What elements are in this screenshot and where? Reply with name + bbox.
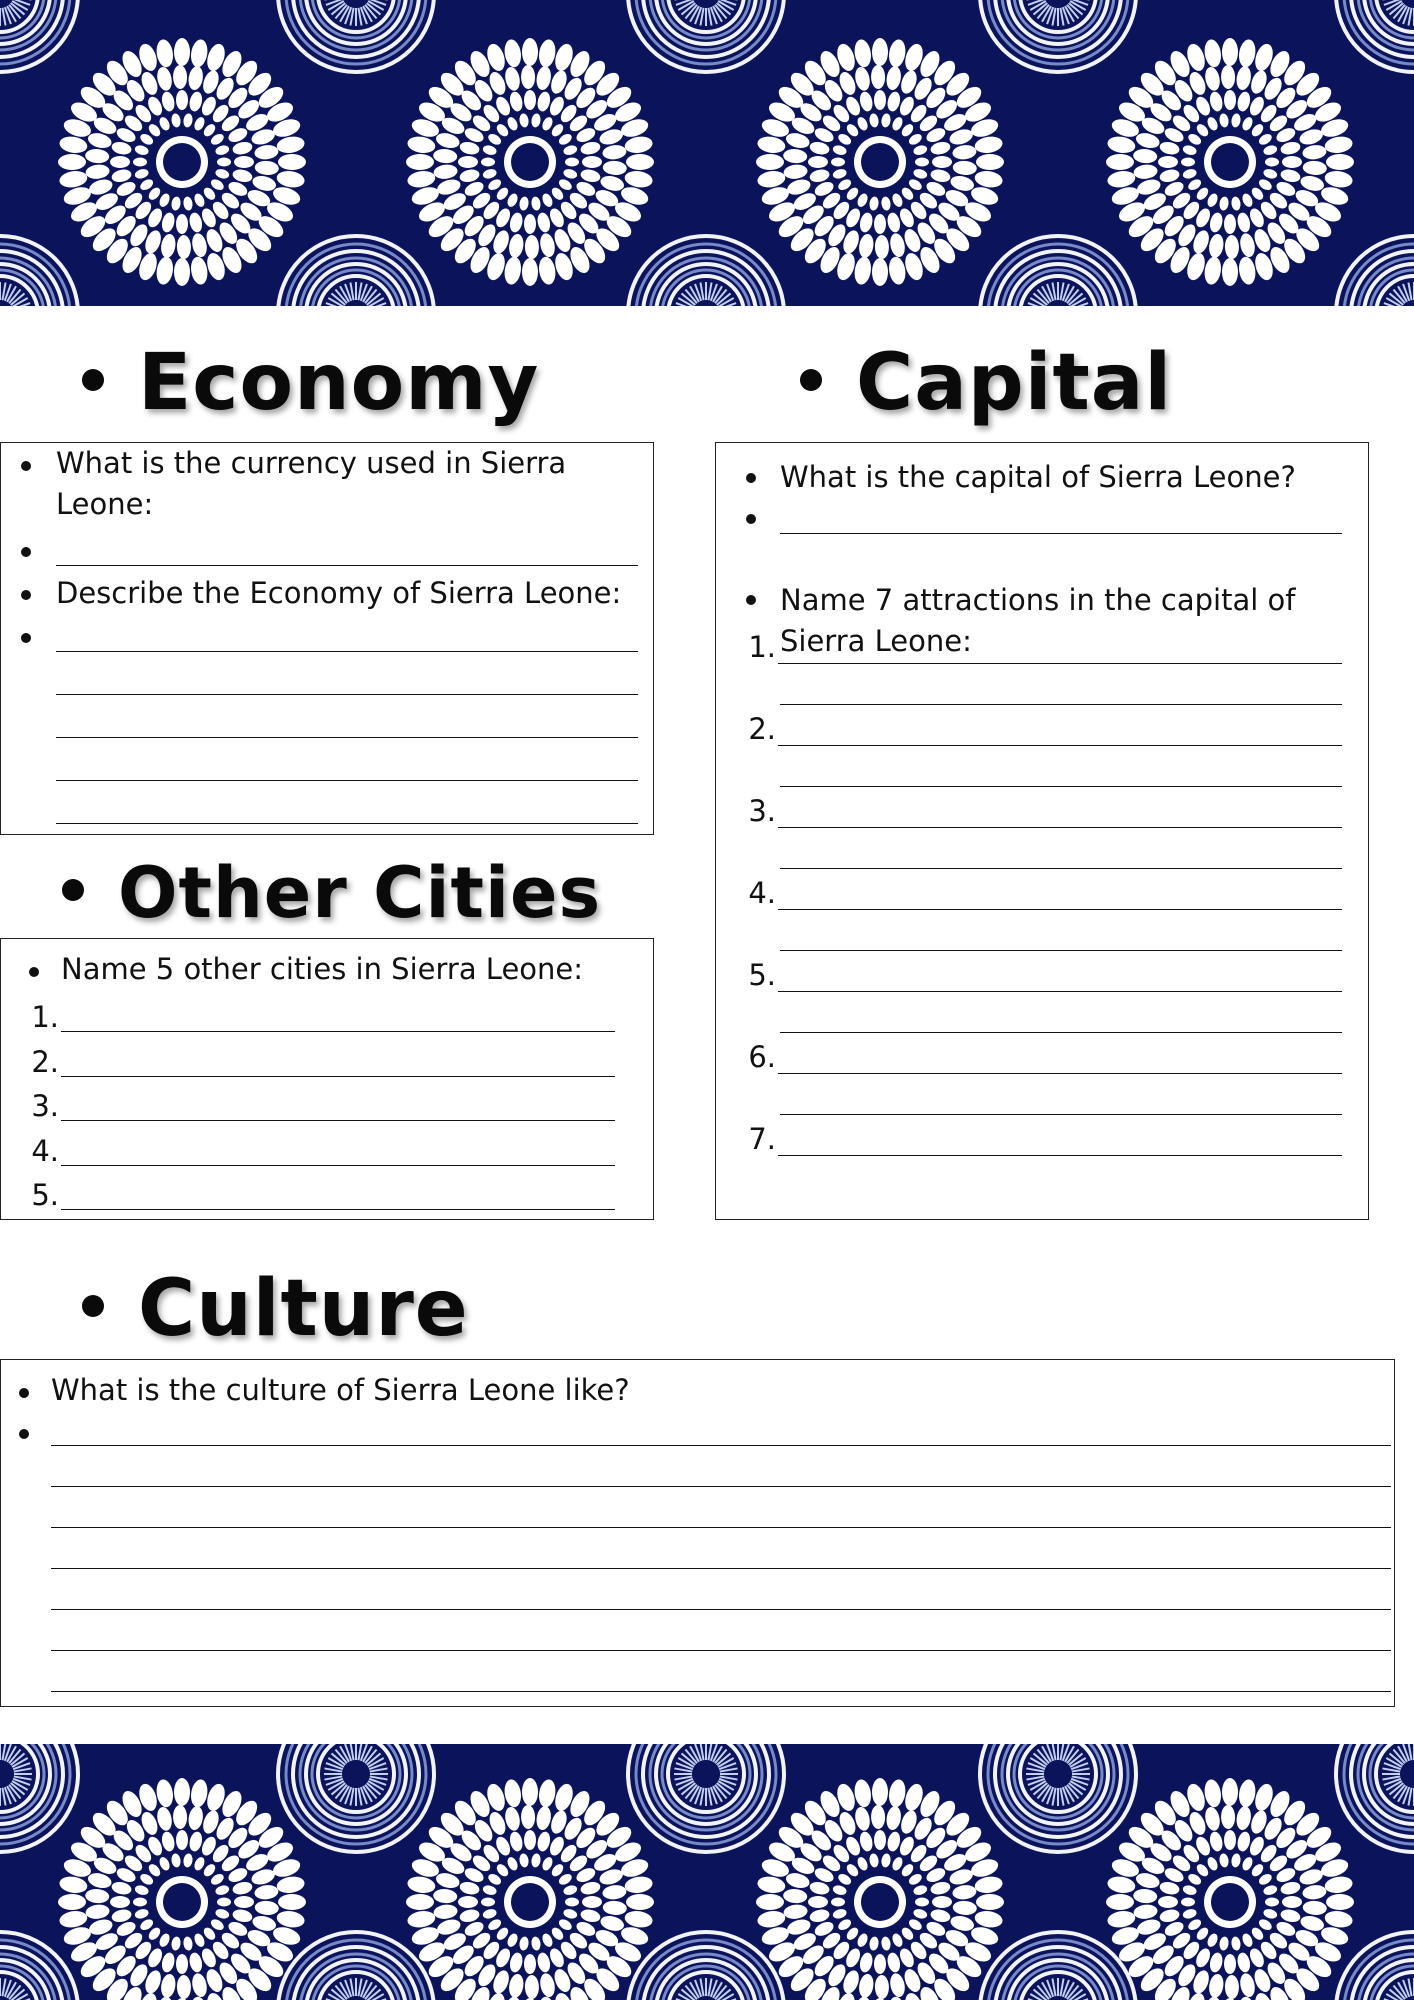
answer-line[interactable] (56, 694, 638, 695)
list-number: 6. (748, 1040, 776, 1074)
economy-box (0, 442, 654, 835)
concentric-circle-motif (0, 0, 78, 72)
concentric-circle-motif (278, 236, 434, 306)
starburst-medallion (58, 1778, 306, 2000)
bullet (21, 547, 31, 557)
heading-bullet (800, 369, 822, 391)
answer-line[interactable] (778, 909, 1342, 910)
concentric-circle-motif (278, 1744, 434, 1852)
capital-heading (800, 338, 1172, 428)
bullet (19, 1388, 29, 1398)
answer-line[interactable] (51, 1650, 1391, 1651)
bullet (21, 633, 31, 643)
heading-bullet (82, 1295, 104, 1317)
capital-box (715, 442, 1369, 1220)
answer-line[interactable] (780, 950, 1342, 951)
bullet (746, 473, 756, 483)
concentric-circle-motif (980, 236, 1136, 306)
answer-line[interactable] (51, 1527, 1391, 1528)
other-cities-box (0, 938, 654, 1220)
list-number: 2. (748, 712, 776, 746)
answer-line[interactable] (56, 737, 638, 738)
bullet (21, 590, 31, 600)
concentric-circle-motif (628, 0, 784, 72)
culture-heading-text: Culture (138, 1264, 469, 1354)
list-number: 5. (31, 1178, 59, 1212)
other-cities-heading-text: Other Cities (118, 852, 602, 934)
answer-line[interactable] (61, 1076, 615, 1077)
answer-line[interactable] (56, 651, 638, 652)
answer-line[interactable] (778, 745, 1342, 746)
list-number: 5. (748, 958, 776, 992)
answer-line[interactable] (51, 1568, 1391, 1569)
answer-line[interactable] (778, 827, 1342, 828)
answer-line[interactable] (778, 991, 1342, 992)
concentric-circle-motif (1336, 1932, 1414, 2000)
answer-line[interactable] (61, 1165, 615, 1166)
bullet (746, 514, 756, 524)
starburst-medallion (406, 38, 654, 286)
culture-heading (82, 1264, 469, 1354)
answer-line[interactable] (778, 1073, 1342, 1074)
answer-line[interactable] (778, 1155, 1342, 1156)
culture-question: What is the culture of Sierra Leone like? (51, 1373, 630, 1407)
answer-line[interactable] (51, 1486, 1391, 1487)
bullet (21, 461, 31, 471)
answer-line[interactable] (51, 1691, 1391, 1692)
concentric-circle-motif (1336, 0, 1414, 72)
starburst-pattern (0, 0, 1414, 306)
other-cities-question: Name 5 other cities in Sierra Leone: (61, 952, 584, 986)
list-number: 7. (748, 1122, 776, 1156)
answer-line[interactable] (780, 786, 1342, 787)
answer-line[interactable] (51, 1445, 1391, 1446)
concentric-circle-motif (0, 1744, 78, 1852)
answer-line[interactable] (61, 1031, 615, 1032)
bottom-pattern-banner (0, 1744, 1414, 2000)
top-pattern-banner (0, 0, 1414, 306)
answer-line[interactable] (780, 1114, 1342, 1115)
economy-heading (82, 338, 539, 428)
list-number: 3. (31, 1089, 59, 1123)
answer-line[interactable] (61, 1120, 615, 1121)
answer-line[interactable] (780, 533, 1342, 534)
list-number: 4. (31, 1133, 59, 1168)
capital-question-attractions: Name 7 attractions in the capital of Sierra Leone: (780, 583, 1296, 658)
heading-bullet (62, 879, 84, 901)
list-number: 2. (31, 1044, 59, 1079)
economy-heading-text: Economy (138, 338, 540, 428)
bullet (746, 595, 756, 605)
concentric-circle-motif (0, 236, 78, 306)
answer-line[interactable] (780, 704, 1342, 705)
answer-line[interactable] (61, 1209, 615, 1210)
culture-box (0, 1359, 1395, 1707)
bullet (29, 967, 39, 977)
concentric-circle-motif (628, 236, 784, 306)
concentric-circle-motif (628, 1932, 784, 2000)
answer-line[interactable] (56, 780, 638, 781)
answer-line[interactable] (780, 1032, 1342, 1033)
list-number: 1. (31, 1000, 59, 1034)
economy-question-currency: What is the currency used in Sierra Leone: (56, 446, 567, 521)
concentric-circle-motif (628, 1744, 784, 1852)
starburst-medallion (756, 38, 1004, 286)
starburst-medallion (1106, 38, 1354, 286)
starburst-medallion (756, 1778, 1004, 2000)
starburst-medallion (58, 38, 306, 286)
list-number: 3. (748, 794, 776, 828)
concentric-circle-motif (278, 0, 434, 72)
answer-line[interactable] (56, 565, 638, 566)
other-cities-heading (62, 852, 601, 934)
answer-line[interactable] (778, 663, 1342, 664)
economy-question-describe: Describe the Economy of Sierra Leone: (56, 576, 622, 610)
concentric-circle-motif (1336, 1744, 1414, 1852)
starburst-medallion (406, 1778, 654, 2000)
capital-heading-text: Capital (856, 338, 1173, 428)
concentric-circle-motif (278, 1932, 434, 2000)
starburst-pattern (0, 1744, 1414, 2000)
list-number: 4. (748, 876, 776, 910)
list-number: 1. (748, 630, 776, 664)
concentric-circle-motif (980, 1932, 1136, 2000)
concentric-circle-motif (980, 1744, 1136, 1852)
bullet (19, 1429, 29, 1439)
capital-question-capital: What is the capital of Sierra Leone? (780, 460, 1296, 494)
answer-line[interactable] (51, 1609, 1391, 1610)
starburst-medallion (1106, 1778, 1354, 2000)
heading-bullet (82, 369, 104, 391)
answer-line[interactable] (780, 868, 1342, 869)
concentric-circle-motif (1336, 236, 1414, 306)
answer-line[interactable] (56, 823, 638, 824)
concentric-circle-motif (980, 0, 1136, 72)
